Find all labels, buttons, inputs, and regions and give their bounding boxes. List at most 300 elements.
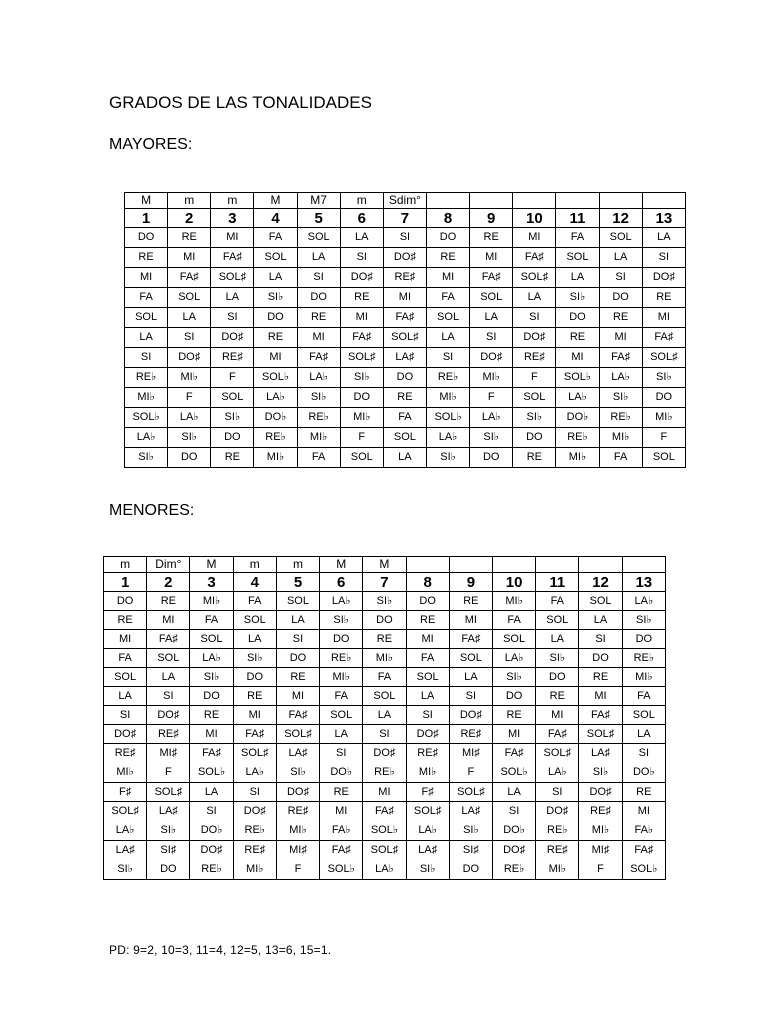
table-cell: DO♭: [254, 408, 297, 428]
table-cell: 12: [599, 209, 642, 228]
table-cell: [406, 744, 449, 783]
note-sharp: SI♯: [160, 844, 177, 856]
table-cell: SOL: [320, 706, 363, 725]
table-cell: LA: [622, 725, 665, 744]
table-cell: SI♭: [168, 428, 211, 448]
table-cell: [363, 841, 406, 880]
table-cell: SI: [426, 348, 469, 368]
table-cell: MI: [579, 687, 622, 706]
table-cell: m: [233, 557, 276, 573]
table-cell: LA: [297, 248, 340, 268]
table-cell: SI: [449, 687, 492, 706]
table-cell: LA♭: [556, 388, 599, 408]
table-cell: [513, 193, 556, 209]
note-sharp: DO♯: [546, 805, 569, 817]
table-cell: FA♯: [276, 706, 319, 725]
table-cell: LA♭: [125, 428, 168, 448]
table-cell: LA: [406, 687, 449, 706]
table-cell: LA: [642, 228, 685, 248]
table-cell: DO: [383, 368, 426, 388]
table-cell: FA: [233, 592, 276, 611]
table-cell: SI: [168, 328, 211, 348]
table-cell: [556, 193, 599, 209]
table-cell: MI: [211, 228, 254, 248]
table-cell: 10: [492, 573, 535, 592]
table-cell: SI♭: [599, 388, 642, 408]
table-cell: DO♯: [513, 328, 556, 348]
table-cell: SI: [211, 308, 254, 328]
note-sharp: FA♯: [374, 805, 394, 817]
table-row: [125, 228, 686, 248]
table-cell: RE: [642, 288, 685, 308]
table-cell: LA♭: [622, 592, 665, 611]
table-cell: DO♯: [406, 725, 449, 744]
table-cell: F: [340, 428, 383, 448]
table-cell: F: [168, 388, 211, 408]
table-cell: SOL♭: [556, 368, 599, 388]
table-cell: m: [276, 557, 319, 573]
table-cell: SOL♯: [579, 725, 622, 744]
table-cell: FA♯: [513, 248, 556, 268]
note-flat: SOL♭: [327, 863, 355, 875]
table-cell: RE♭: [556, 428, 599, 448]
table-cell: SI: [642, 248, 685, 268]
table-cell: DO: [492, 687, 535, 706]
table-cell: RE♭: [426, 368, 469, 388]
table-cell: LA: [254, 268, 297, 288]
table-row: [125, 288, 686, 308]
table-cell: DO♯: [147, 706, 190, 725]
table-cell: MI: [276, 687, 319, 706]
table-cell: RE: [254, 328, 297, 348]
table-cell: SOL: [599, 228, 642, 248]
table-cell: RE: [233, 687, 276, 706]
table-cell: 9: [470, 209, 513, 228]
table-cell: RE♭: [622, 649, 665, 668]
table-row: [104, 725, 666, 744]
table-cell: LA: [104, 687, 147, 706]
note-sharp: FA♯: [331, 844, 351, 856]
table-cell: M7: [297, 193, 340, 209]
table-cell: DO: [233, 668, 276, 687]
table-cell: 11: [536, 573, 579, 592]
note-sharp: FA♯: [202, 747, 222, 759]
table-cell: SOL♭: [254, 368, 297, 388]
table-cell: SOL♭: [125, 408, 168, 428]
table-cell: [104, 802, 147, 841]
note-flat: F: [294, 863, 302, 875]
note-flat: RE♭: [374, 766, 395, 778]
note-sharp: DO♯: [503, 844, 526, 856]
table-cell: F♯: [406, 783, 449, 802]
table-cell: LA: [233, 630, 276, 649]
table-row: [104, 611, 666, 630]
table-cell: F: [211, 368, 254, 388]
table-cell: LA: [211, 288, 254, 308]
table-cell: RE: [168, 228, 211, 248]
table-cell: 13: [622, 573, 665, 592]
table-cell: M: [320, 557, 363, 573]
table-cell: DO: [168, 448, 211, 468]
table-cell: DO: [254, 308, 297, 328]
table-cell: MI♭: [470, 368, 513, 388]
table-cell: RE♯: [383, 268, 426, 288]
table-cell: RE♭: [125, 368, 168, 388]
note-sharp: SI: [206, 805, 217, 817]
table-cell: RE: [536, 687, 579, 706]
table-row: [125, 308, 686, 328]
table-cell: [449, 557, 492, 573]
table-cell: MI: [556, 348, 599, 368]
table-cell: MI♭: [492, 592, 535, 611]
note-sharp: MI♯: [591, 844, 610, 856]
table-cell: RE: [579, 668, 622, 687]
table-cell: MI: [599, 328, 642, 348]
table-cell: FA: [104, 649, 147, 668]
table-cell: DO♯: [449, 706, 492, 725]
table-cell: FA♯: [168, 268, 211, 288]
table-cell: MI: [449, 611, 492, 630]
table-cell: MI: [233, 706, 276, 725]
table-cell: DO♭: [556, 408, 599, 428]
table-cell: SOL♯: [513, 268, 556, 288]
table-cell: [233, 802, 276, 841]
table-cell: Sdim°: [383, 193, 426, 209]
table-cell: LA♭: [254, 388, 297, 408]
table-row: [125, 368, 686, 388]
table-cell: SI♭: [320, 611, 363, 630]
note-flat: F: [597, 863, 604, 875]
table-cell: [579, 802, 622, 841]
note-flat: LA♭: [115, 824, 135, 836]
table-cell: SOL: [125, 308, 168, 328]
table-cell: 5: [297, 209, 340, 228]
table-cell: 6: [340, 209, 383, 228]
table-cell: [492, 802, 535, 841]
table-cell: FA: [383, 408, 426, 428]
table-cell: FA♯: [383, 308, 426, 328]
table-cell: LA: [556, 268, 599, 288]
table-cell: RE♭: [320, 649, 363, 668]
table-cell: SOL: [340, 448, 383, 468]
table-cell: LA: [492, 783, 535, 802]
note-flat: F: [467, 766, 475, 778]
note-flat: SOL♭: [630, 863, 658, 875]
table-cell: SI♭: [297, 388, 340, 408]
table-cell: SI♭: [363, 592, 406, 611]
table-cell: SI: [470, 328, 513, 348]
table-cell: [147, 802, 190, 841]
table-cell: SOL: [254, 248, 297, 268]
table-cell: [622, 744, 665, 783]
table-cell: SOL: [513, 388, 556, 408]
table-cell: RE♯: [211, 348, 254, 368]
table-cell: LA: [147, 668, 190, 687]
table-mayores: [124, 192, 686, 468]
table-cell: 10: [513, 209, 556, 228]
table-cell: MI: [297, 328, 340, 348]
page-title: GRADOS DE LAS TONALIDADES: [109, 93, 372, 112]
table-cell: SI: [233, 783, 276, 802]
table-cell: DO♯: [470, 348, 513, 368]
table-cell: 8: [406, 573, 449, 592]
table-cell: M: [125, 193, 168, 209]
table-row: [104, 783, 666, 802]
table-cell: LA♭: [297, 368, 340, 388]
table-cell: SI♭: [536, 649, 579, 668]
table-cell: MI: [104, 630, 147, 649]
table-cell: F: [470, 388, 513, 408]
table-cell: [536, 841, 579, 880]
table-cell: SOL: [426, 308, 469, 328]
note-sharp: SOL♯: [241, 747, 269, 759]
table-cell: MI♭: [363, 649, 406, 668]
note-flat: MI♭: [116, 766, 134, 778]
table-row: [104, 687, 666, 706]
note-flat: DO: [462, 863, 480, 875]
note-flat: SOL♭: [370, 824, 399, 836]
table-cell: 1: [104, 573, 147, 592]
table-cell: 6: [320, 573, 363, 592]
table-cell: MI: [340, 308, 383, 328]
table-cell: DO: [426, 228, 469, 248]
table-cell: SI♭: [470, 428, 513, 448]
table-cell: FA♯: [642, 328, 685, 348]
table-cell: MI: [536, 706, 579, 725]
note-sharp: RE♯: [287, 805, 309, 817]
note-sharp: DO♯: [243, 805, 266, 817]
table-cell: SOL: [104, 668, 147, 687]
table-cell: RE: [147, 592, 190, 611]
note-flat: LA♭: [245, 766, 265, 778]
table-cell: RE: [276, 668, 319, 687]
table-cell: SOL: [556, 248, 599, 268]
table-cell: LA: [599, 248, 642, 268]
table-cell: SI: [536, 783, 579, 802]
table-row: [104, 557, 666, 573]
table-row: [104, 573, 666, 592]
table-cell: MI: [642, 308, 685, 328]
table-cell: FA: [254, 228, 297, 248]
table-cell: MI♭: [599, 428, 642, 448]
table-cell: LA: [340, 228, 383, 248]
note-sharp: MI♯: [289, 844, 307, 856]
table-cell: [233, 744, 276, 783]
note-sharp: LA♯: [115, 844, 135, 856]
table-cell: LA: [125, 328, 168, 348]
table-row: [125, 193, 686, 209]
table-cell: MI♭: [320, 668, 363, 687]
table-cell: LA♭: [320, 592, 363, 611]
table-cell: SI: [513, 308, 556, 328]
table-cell: MI: [147, 611, 190, 630]
table-cell: SOL: [383, 428, 426, 448]
table-row: [125, 388, 686, 408]
table-cell: SI♭: [233, 649, 276, 668]
table-cell: DO: [622, 630, 665, 649]
table-cell: LA♭: [470, 408, 513, 428]
table-row: [104, 630, 666, 649]
table-cell: LA: [363, 706, 406, 725]
table-cell: [276, 802, 319, 841]
table-cell: RE: [297, 308, 340, 328]
note-flat: RE♭: [503, 863, 525, 875]
table-cell: DO♯: [383, 248, 426, 268]
table-cell: SI: [406, 706, 449, 725]
table-cell: 3: [211, 209, 254, 228]
table-cell: [363, 802, 406, 841]
note-flat: RE♭: [244, 824, 265, 836]
table-cell: RE: [340, 288, 383, 308]
table-cell: SOL: [579, 592, 622, 611]
table-cell: SI: [276, 630, 319, 649]
table-cell: SOL: [276, 592, 319, 611]
table-cell: [104, 841, 147, 880]
note-sharp: MI: [637, 805, 650, 817]
note-flat: MI♭: [246, 863, 264, 875]
table-cell: SOL♯: [642, 348, 685, 368]
table-cell: RE: [470, 228, 513, 248]
table-cell: DO♯: [168, 348, 211, 368]
table-cell: SOL♯: [340, 348, 383, 368]
table-cell: [320, 744, 363, 783]
table-cell: SOL: [168, 288, 211, 308]
table-cell: MI: [406, 630, 449, 649]
table-cell: SI♭: [125, 448, 168, 468]
note-flat: SI♭: [419, 863, 436, 875]
table-cell: DO♯: [642, 268, 685, 288]
table-cell: [104, 744, 147, 783]
table-cell: M: [190, 557, 233, 573]
table-row: [125, 428, 686, 448]
table-cell: SOL: [363, 687, 406, 706]
table-cell: SOL: [233, 611, 276, 630]
table-cell: LA: [426, 328, 469, 348]
table-cell: m: [340, 193, 383, 209]
table-cell: 13: [642, 209, 685, 228]
table-cell: [642, 193, 685, 209]
table-cell: DO: [579, 649, 622, 668]
table-cell: SOL♭: [426, 408, 469, 428]
table-cell: [449, 802, 492, 841]
table-row: [104, 706, 666, 725]
table-cell: SOL: [492, 630, 535, 649]
table-cell: [190, 802, 233, 841]
note-flat: DO: [160, 863, 177, 875]
table-cell: SOL: [190, 630, 233, 649]
table-cell: RE: [426, 248, 469, 268]
note-flat: SI♭: [160, 824, 177, 836]
table-cell: DO♯: [579, 783, 622, 802]
table-cell: RE: [383, 388, 426, 408]
table-cell: SI♭: [642, 368, 685, 388]
footer-note: PD: 9=2, 10=3, 11=4, 12=5, 13=6, 15=1.: [109, 943, 332, 957]
table-cell: [320, 802, 363, 841]
table-cell: DO: [599, 288, 642, 308]
table-cell: RE♯: [147, 725, 190, 744]
note-flat: MI♭: [548, 863, 566, 875]
table-cell: RE: [190, 706, 233, 725]
table-cell: 11: [556, 209, 599, 228]
table-cell: SOL: [622, 706, 665, 725]
table-cell: SI: [297, 268, 340, 288]
table-cell: LA: [449, 668, 492, 687]
table-cell: M: [363, 557, 406, 573]
table-cell: SOL: [147, 649, 190, 668]
table-cell: FA: [556, 228, 599, 248]
table-cell: LA♭: [426, 428, 469, 448]
table-cell: RE: [513, 448, 556, 468]
table-cell: [622, 841, 665, 880]
table-cell: 12: [579, 573, 622, 592]
table-cell: MI: [363, 783, 406, 802]
table-cell: SOL: [406, 668, 449, 687]
table-cell: FA♯: [579, 706, 622, 725]
table-cell: [579, 841, 622, 880]
table-cell: [622, 557, 665, 573]
table-cell: LA: [320, 725, 363, 744]
table-cell: LA♭: [190, 649, 233, 668]
table-cell: 2: [147, 573, 190, 592]
table-cell: FA: [190, 611, 233, 630]
table-cell: RE: [363, 630, 406, 649]
table-cell: LA: [536, 630, 579, 649]
note-sharp: FA♯: [504, 747, 524, 759]
note-flat: MI♭: [418, 766, 437, 778]
table-cell: MI♭: [556, 448, 599, 468]
table-row: [125, 248, 686, 268]
section-heading-mayores: MAYORES:: [109, 136, 193, 153]
table-cell: RE: [104, 611, 147, 630]
table-cell: 3: [190, 573, 233, 592]
table-cell: [492, 841, 535, 880]
table-cell: [276, 841, 319, 880]
table-cell: DO♯: [211, 328, 254, 348]
table-cell: SOL: [297, 228, 340, 248]
table-cell: 5: [276, 573, 319, 592]
table-cell: m: [168, 193, 211, 209]
table-cell: [406, 557, 449, 573]
table-cell: FA: [363, 668, 406, 687]
table-cell: FA: [125, 288, 168, 308]
table-cell: LA♯: [383, 348, 426, 368]
table-cell: DO: [363, 611, 406, 630]
table-row: [104, 802, 666, 841]
table-cell: RE♭: [599, 408, 642, 428]
table-cell: SI♭: [426, 448, 469, 468]
table-row: [125, 348, 686, 368]
table-cell: RE: [406, 611, 449, 630]
table-cell: RE: [556, 328, 599, 348]
table-cell: DO♯: [340, 268, 383, 288]
table-cell: MI: [190, 725, 233, 744]
table-cell: 4: [233, 573, 276, 592]
table-cell: [147, 841, 190, 880]
table-cell: SOL: [470, 288, 513, 308]
table-cell: FA♯: [297, 348, 340, 368]
table-cell: MI♭: [622, 668, 665, 687]
table-cell: RE♭: [254, 428, 297, 448]
note-flat: FA♭: [634, 824, 654, 836]
table-cell: 9: [449, 573, 492, 592]
table-cell: FA♯: [211, 248, 254, 268]
note-sharp: LA♯: [158, 805, 178, 817]
table-cell: SI: [383, 228, 426, 248]
note-flat: SI♭: [592, 766, 609, 778]
table-cell: [147, 744, 190, 783]
note-flat: RE♭: [201, 863, 222, 875]
table-menores: [103, 556, 666, 880]
